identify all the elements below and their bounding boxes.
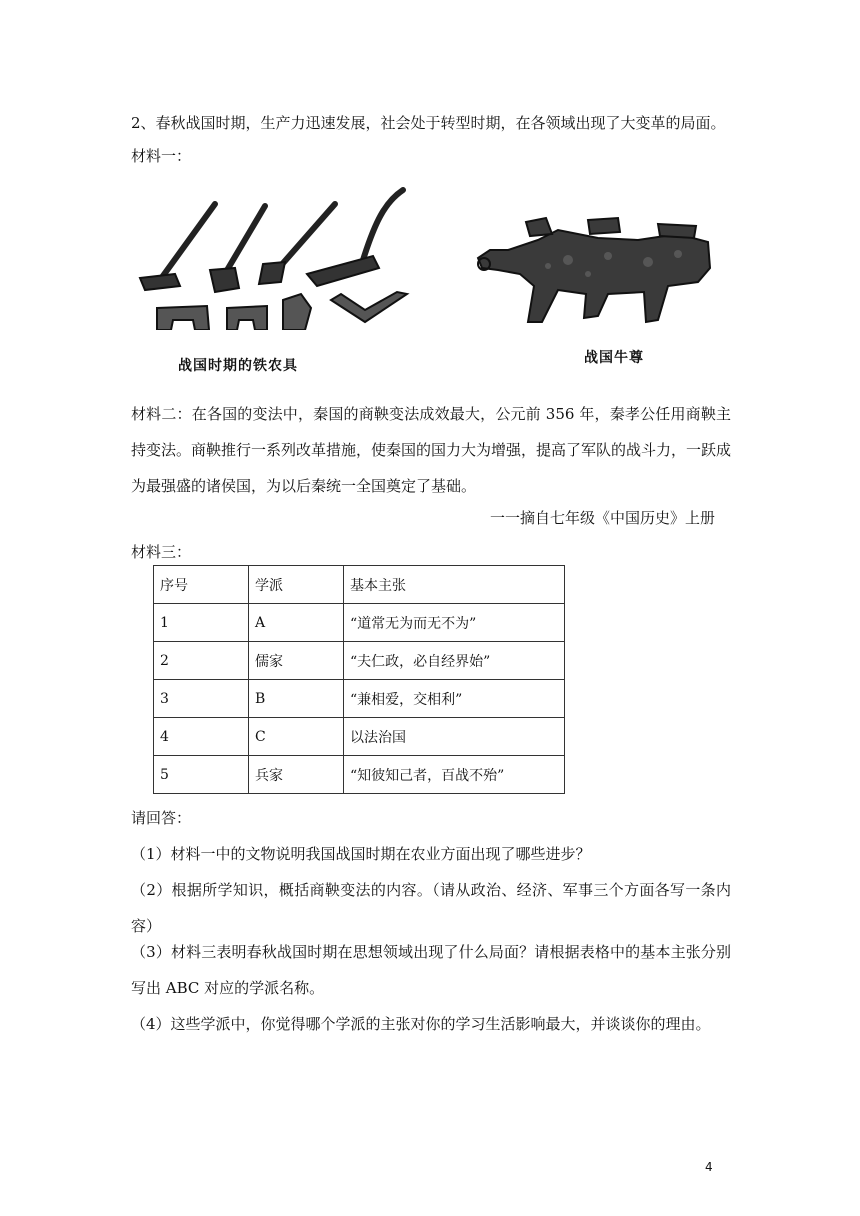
header-cell: 学派 (249, 566, 344, 604)
material2-source: 一一摘自七年级《中国历史》上册 (489, 509, 715, 527)
iron-farm-tools-figure (135, 182, 415, 330)
material1-label: 材料一： (131, 147, 192, 165)
table-row (154, 756, 565, 794)
material2-text: 材料二：在各国的变法中，秦国的商鞅变法成效最大，公元前 356 年，秦孝公任用商鞅主持变法。商鞅推行一系列改革措施，使秦国的国力大为增强，提高了军队的战斗力，一跃成为最强盛的诸侯国，为以后秦统一全国奠定了基础。 (131, 405, 732, 495)
table-row (154, 680, 565, 718)
table-cell: 以法治国 (344, 718, 565, 756)
table-cell: A (249, 604, 344, 642)
question-3: （3）材料三表明春秋战国时期在思想领域出现了什么局面？请根据表格中的基本主张分别写出 ABC 对应的学派名称。 (131, 943, 731, 997)
figure-left-caption: 战国时期的铁农具 (178, 358, 298, 374)
table-cell: “夫仁政，必自经界始” (344, 642, 565, 680)
table-cell: B (249, 680, 344, 718)
table-cell: C (249, 718, 344, 756)
table-cell: 2 (154, 642, 249, 680)
table-cell: “兼相爱，交相利” (344, 680, 565, 718)
figure-right-caption: 战国牛尊 (584, 350, 644, 366)
table-row (154, 604, 565, 642)
table-header-row (154, 566, 565, 604)
table-cell: 4 (154, 718, 249, 756)
header-cell: 基本主张 (344, 566, 565, 604)
table-row (154, 642, 565, 680)
material3-label: 材料三： (131, 543, 192, 561)
question-1: （1）材料一中的文物说明我国战国时期在农业方面出现了哪些进步？ (131, 845, 591, 863)
header-cell: 序号 (154, 566, 249, 604)
question-2: （2）根据所学知识，概括商鞅变法的内容。（请从政治、经济、军事三个方面各写一条内容） (131, 881, 731, 935)
ox-zun-figure (468, 210, 718, 340)
table-cell: 3 (154, 680, 249, 718)
question-4: （4）这些学派中，你觉得哪个学派的主张对你的学习生活影响最大，并谈谈你的理由。 (131, 1015, 711, 1033)
schools-table (153, 565, 565, 794)
table-cell: 兵家 (249, 756, 344, 794)
table-cell: 1 (154, 604, 249, 642)
table-cell: 儒家 (249, 642, 344, 680)
table-cell: 5 (154, 756, 249, 794)
table-cell: “道常无为而无不为” (344, 604, 565, 642)
question-intro: 2、春秋战国时期，生产力迅速发展，社会处于转型时期，在各领域出现了大变革的局面。 (131, 114, 726, 132)
table-row (154, 718, 565, 756)
page-number: 4 (705, 1160, 713, 1174)
table-cell: “知彼知己者，百战不殆” (344, 756, 565, 794)
answer-prompt: 请回答： (131, 809, 192, 827)
